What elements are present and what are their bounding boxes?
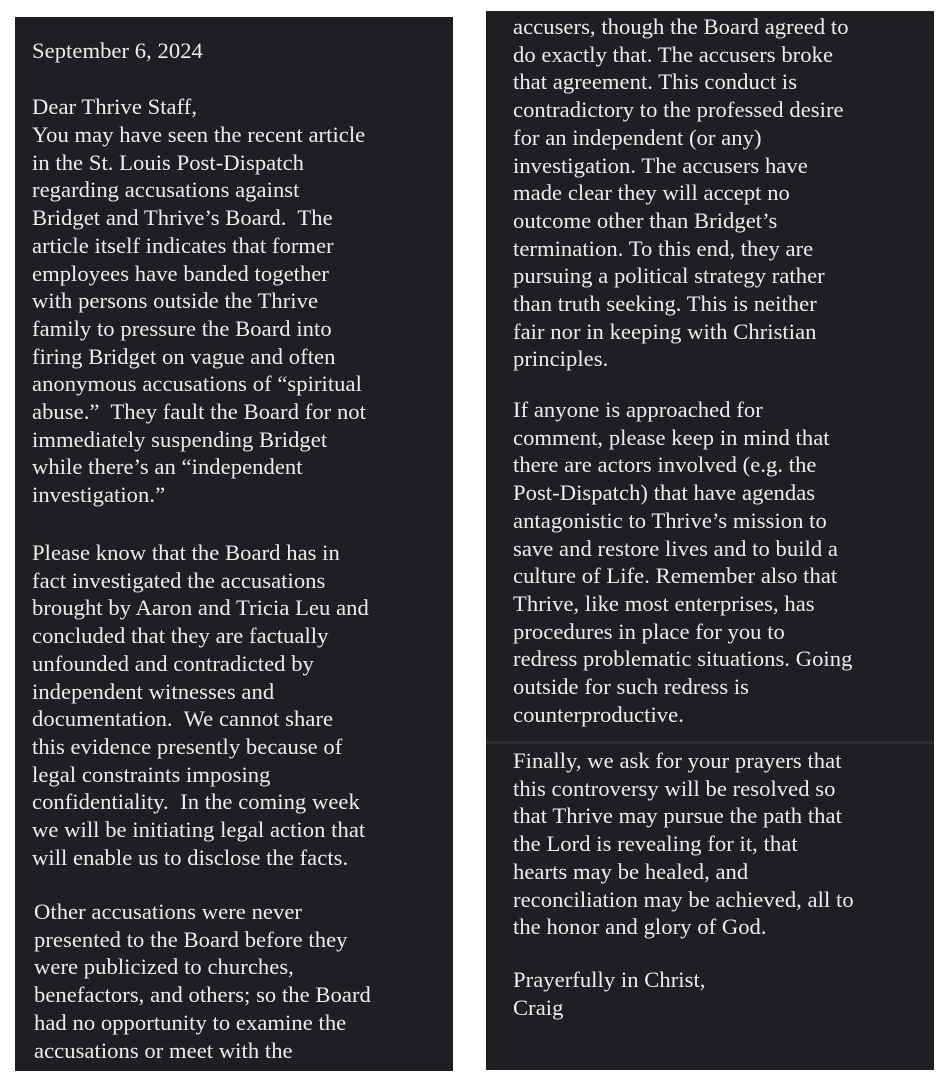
letter-paragraph-3-continued: accusers, though the Board agreed to do exactly that. The accusers broke that agreement. This conduct is contradictory to the professed desire for an independent (or any) investigation. The accusers have made clear they will accept no outcome other than Bridget’s termination. To this end, they are pursuing a political strategy rather than truth seeking. This is neither fair nor in keeping with Christian principles. bbox=[513, 14, 849, 372]
letter-paragraph-2: Please know that the Board has in fact investigated the accusations brought by Aaron and Tricia Leu and concluded that they are factually unfounded and contradicted by independent witnesses and documentation. We cannot share this evidence presently because of legal constraints imposing confidentiality. In the coming week we will be initiating legal action that will enable us to disclose the facts. bbox=[32, 540, 369, 870]
letter-paragraph-4: If anyone is approached for comment, please keep in mind that there are actors involved (e.g. the Post-Dispatch) that have agendas antagonistic to Thrive’s mission to save and restore lives and to build a culture of Life. Remember also that Thrive, like most enterprises, has procedures in place for you to redress problematic situations. Going outside for such redress is counterproductive. bbox=[513, 397, 853, 727]
letter-greeting: Dear Thrive Staff, bbox=[32, 94, 198, 119]
letter-page-right bbox=[486, 11, 934, 1070]
letter-paragraph-3: Other accusations were never presented to the Board before they were publicized to churches, benefactors, and others; so the Board had no opportunity to examine the accusations or meet with the bbox=[34, 899, 371, 1063]
letter-signature: Craig bbox=[513, 995, 564, 1020]
letter-closing: Prayerfully in Christ, bbox=[513, 967, 706, 992]
letter-paragraph-5: Finally, we ask for your prayers that this controversy will be resolved so that Thrive may pursue the path that the Lord is revealing for it, that hearts may be healed, and reconciliation may be achieved, all to the honor and glory of God. bbox=[513, 748, 854, 940]
screenshot-seam bbox=[486, 741, 934, 744]
letter-page-left bbox=[15, 17, 453, 1071]
letter-date: September 6, 2024 bbox=[32, 38, 203, 63]
letter-paragraph-1: You may have seen the recent article in the St. Louis Post-Dispatch regarding accusations against Bridget and Thrive’s Board. The article itself indicates that former employees have banded together with persons outside the Thrive family to pressure the Board into firing Bridget on vague and often anonymous accusations of “spiritual abuse.” They fault the Board for not immediately suspending Bridget while there’s an “independent investigation.” bbox=[32, 122, 366, 508]
